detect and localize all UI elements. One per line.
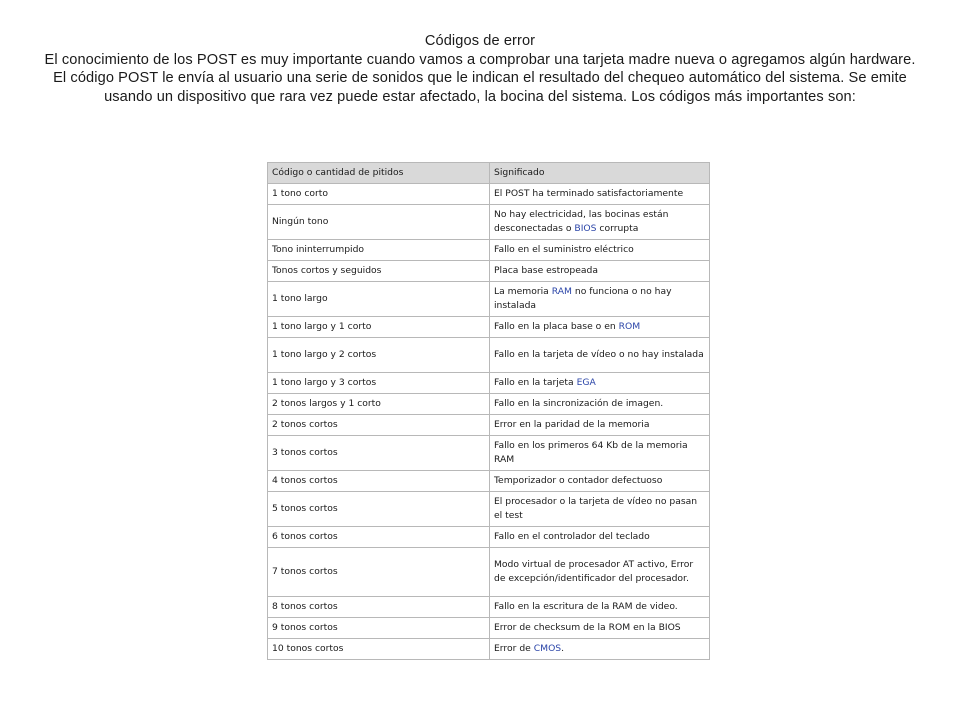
code-cell: Tonos cortos y seguidos: [268, 261, 490, 282]
table-row: [268, 184, 710, 205]
code-cell: 1 tono largo y 2 cortos: [268, 338, 490, 373]
code-cell: 1 tono corto: [268, 184, 490, 205]
code-cell: 3 tonos cortos: [268, 436, 490, 471]
table-row: [268, 471, 710, 492]
header: [40, 32, 920, 106]
code-cell: 1 tono largo: [268, 282, 490, 317]
intro-paragraph: El conocimiento de los POST es muy importante cuando vamos a comprobar una tarjeta madre nueva o agregamos algún hardware.: [44, 51, 916, 68]
column-header-code: Código o cantidad de pitidos: [268, 163, 490, 184]
error-codes-table: [267, 162, 710, 660]
meaning-text: Fallo en la tarjeta: [494, 377, 577, 388]
error-codes-table-wrapper: [267, 162, 709, 660]
table-row: [268, 338, 710, 373]
meaning-text: Fallo en la sincronización de imagen.: [494, 398, 664, 409]
column-header-meaning: Significado: [490, 163, 710, 184]
meaning-text: Temporizador o contador defectuoso: [494, 475, 663, 486]
meaning-cell: [490, 240, 710, 261]
meaning-text-suffix: corrupta: [596, 223, 639, 234]
meaning-cell: [490, 317, 710, 338]
code-cell: 8 tonos cortos: [268, 597, 490, 618]
table-row: [268, 639, 710, 660]
code-cell: 1 tono largo y 3 cortos: [268, 373, 490, 394]
code-cell: 7 tonos cortos: [268, 548, 490, 597]
meaning-text: Error de checksum de la ROM en la BIOS: [494, 622, 681, 633]
code-cell: 10 tonos cortos: [268, 639, 490, 660]
meaning-cell: [490, 205, 710, 240]
description-paragraph: El código POST le envía al usuario una serie de sonidos que le indican el resultado del chequeo automático del sistema. Se emite usando un dispositivo que rara vez puede estar afectado, la bocina del sistema. Los códigos más importantes son:: [53, 70, 907, 105]
table-row: [268, 282, 710, 317]
meaning-text: Fallo en la placa base o en: [494, 321, 619, 332]
meaning-text: Fallo en el suministro eléctrico: [494, 244, 634, 255]
meaning-cell: [490, 338, 710, 373]
meaning-cell: [490, 527, 710, 548]
meaning-text: No hay electricidad, las bocinas están desconectadas o: [494, 209, 669, 234]
meaning-text: El procesador o la tarjeta de vídeo no pasan el test: [494, 496, 698, 521]
glossary-link[interactable]: CMOS: [533, 643, 562, 654]
glossary-link[interactable]: ROM: [618, 321, 641, 332]
meaning-text: El POST ha terminado satisfactoriamente: [494, 188, 684, 199]
meaning-text: Fallo en la escritura de la RAM de video.: [494, 601, 678, 612]
meaning-text: Error en la paridad de la memoria: [494, 419, 650, 430]
code-cell: Tono ininterrumpido: [268, 240, 490, 261]
meaning-text: La memoria: [494, 286, 552, 297]
code-cell: 9 tonos cortos: [268, 618, 490, 639]
meaning-text: Error de: [494, 643, 534, 654]
meaning-cell: [490, 436, 710, 471]
glossary-link[interactable]: RAM: [551, 286, 572, 297]
page-title: Códigos de error: [424, 33, 536, 49]
meaning-cell: [490, 394, 710, 415]
meaning-cell: [490, 184, 710, 205]
meaning-cell: [490, 415, 710, 436]
meaning-text-suffix: no funciona o no hay instalada: [494, 286, 672, 311]
glossary-link[interactable]: EGA: [576, 377, 596, 388]
meaning-cell: [490, 597, 710, 618]
table-row: [268, 436, 710, 471]
code-cell: 5 tonos cortos: [268, 492, 490, 527]
table-row: [268, 373, 710, 394]
table-row: [268, 205, 710, 240]
table-header-row: [268, 163, 710, 184]
code-cell: 2 tonos cortos: [268, 415, 490, 436]
table-row: [268, 597, 710, 618]
glossary-link[interactable]: BIOS: [574, 223, 597, 234]
table-row: [268, 527, 710, 548]
meaning-text: Fallo en los primeros 64 Kb de la memoria RAM: [494, 440, 688, 465]
code-cell: 4 tonos cortos: [268, 471, 490, 492]
meaning-text: Placa base estropeada: [494, 265, 598, 276]
table-row: [268, 618, 710, 639]
table-body: [268, 184, 710, 660]
meaning-cell: [490, 639, 710, 660]
table-row: [268, 492, 710, 527]
code-cell: 1 tono largo y 1 corto: [268, 317, 490, 338]
meaning-text: Modo virtual de procesador AT activo, Error de excepción/identificador del procesador.: [494, 559, 694, 584]
meaning-text-suffix: .: [561, 643, 565, 654]
meaning-text: Fallo en la tarjeta de vídeo o no hay instalada: [494, 349, 704, 360]
table-row: [268, 548, 710, 597]
meaning-cell: [490, 618, 710, 639]
table-row: [268, 317, 710, 338]
table-row: [268, 261, 710, 282]
meaning-cell: [490, 492, 710, 527]
meaning-cell: [490, 373, 710, 394]
meaning-cell: [490, 261, 710, 282]
meaning-cell: [490, 471, 710, 492]
code-cell: 6 tonos cortos: [268, 527, 490, 548]
code-cell: Ningún tono: [268, 205, 490, 240]
table-row: [268, 240, 710, 261]
code-cell: 2 tonos largos y 1 corto: [268, 394, 490, 415]
table-row: [268, 394, 710, 415]
meaning-cell: [490, 548, 710, 597]
meaning-text: Fallo en el controlador del teclado: [494, 531, 650, 542]
table-row: [268, 415, 710, 436]
meaning-cell: [490, 282, 710, 317]
